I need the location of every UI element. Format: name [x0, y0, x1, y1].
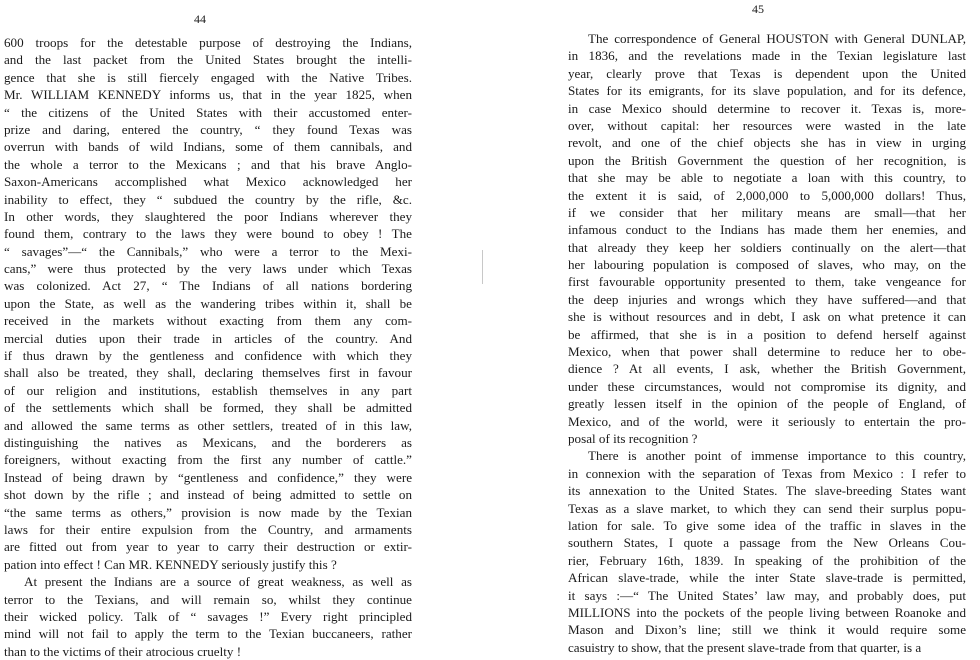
text-line: In other words, they slaughtered the poor Indians wherever they [4, 208, 412, 224]
text-line: of our religion and institutions, establish themselves in any part [4, 382, 412, 398]
text-line: posal of its recognition ? [568, 430, 698, 446]
text-line: if we consider that her military means are small—that her [568, 204, 966, 220]
text-line: African slave-trade, while the inter State slave-trade is permitted, [568, 570, 966, 586]
text-line: the deep injuries and wrongs which they have suffered—and that [568, 291, 966, 307]
text-line: dience ? At all events, I ask, whether the British Government, [568, 361, 966, 377]
text-line: of the settlements which shall be formed, they shall be admitted [4, 400, 412, 416]
text-line: their wicked policy. Talk of “ savages !” Every right principled [4, 608, 412, 624]
text-line: was colonized. Act 27, “ The Indians of all nations bordering [4, 278, 412, 294]
text-line: Mexico, when that power shall determine to reduce her to obe- [568, 344, 966, 360]
text-line: MILLIONS into the pockets of the people living between Roanoke and [568, 604, 966, 620]
text-line: infamous conduct to the Indians has made them her enemies, and [568, 222, 966, 238]
text-line: distinguishing the natives as Mexicans, and the borderers as [4, 434, 412, 450]
text-line: revolt, and one of the chief objects she has in view in urging [568, 135, 966, 151]
page-number: 45 [752, 2, 764, 16]
text-line: Texas as a slave market, to which they can send their surplus popu- [568, 500, 966, 516]
text-line: received in the markets without exacting from them any com- [4, 313, 412, 329]
text-line: Instead of being drawn by “gentleness and confidence,” they were [4, 469, 412, 485]
text-line: she is without resources and in debt, I ask on what pretence it can [568, 309, 966, 325]
text-line: Mr. WILLIAM KENNEDY informs us, that in the year 1825, when [4, 87, 412, 103]
text-line: if thus drawn by the gentleness and confidence with which they [4, 348, 412, 364]
text-line: year, clearly prove that Texas is dependent upon the United [568, 65, 966, 81]
text-line: laws for their entire expulsion from the Country, and armaments [4, 521, 412, 537]
text-line: be affirmed, that she is in a position to defend herself against [568, 326, 966, 342]
text-line: gence that she is still fiercely engaged with the Native Tribes. [4, 69, 412, 85]
text-line: its annexation to the United States. The slave-breeding States want [568, 483, 966, 499]
text-line: “ the citizens of the United States with their accustomed enter- [4, 104, 412, 120]
text-line: greatly lessen itself in the opinion of the people of England, of [568, 396, 966, 412]
page-body [0, 34, 412, 660]
text-line: mercial duties upon their trade in articles of the country. And [4, 330, 412, 346]
text-line: lation for sale. To give some idea of the traffic in slaves in the [568, 517, 966, 533]
text-line: At present the Indians are a source of great weakness, as well as [24, 574, 412, 590]
text-line: are fitted out from year to year to carry their destruction or extir- [4, 539, 412, 555]
text-line: the extent it is said, of 2,000,000 to 5,000,000 dollars! Thus, [568, 187, 966, 203]
text-line: first favourable opportunity presented to them, take vengeance for [568, 274, 966, 290]
text-line: upon the British Government the question of her recognition, is [568, 152, 966, 168]
text-line: terror to the Texians, and will remain so, whilst they continue [4, 591, 412, 607]
text-line: over, without capital: her resources were wasted in the late [568, 117, 966, 133]
text-line: that already they keep her soldiers continually on the alert—that [568, 239, 966, 255]
text-line: shall also be treated, they shall, declaring themselves first in favour [4, 365, 412, 381]
text-line: Saxon-Americans accomplished what Mexico acknowledged her [4, 174, 412, 190]
text-line: States for its emigrants, for its slave population, and for its defence, [568, 83, 966, 99]
text-line: inability to effect, they “ subdued the country by the rifle, &c. [4, 191, 412, 207]
text-line: cans,” were thus protected by the very laws under which Texas [4, 261, 412, 277]
page-number: 44 [194, 12, 206, 26]
text-line: than to the victims of their atrocious cruelty ! [4, 643, 242, 659]
text-line: There is another point of immense importance to this country, [588, 448, 966, 464]
text-line: “the same terms as others,” provision is now made by the Texian [4, 504, 412, 520]
book-gutter-mark [482, 250, 483, 284]
text-line: found them, contrary to the laws they were bound to obey ! The [4, 226, 412, 242]
text-line: southern States, I quote a passage from the New Orleans Cou- [568, 535, 966, 551]
text-line: in case Mexico should determine to recover it. Texas is, more- [568, 100, 966, 116]
text-line: overrun with bands of wild Indians, some of them cannibals, and [4, 139, 412, 155]
text-line: prize and daring, entered the country, “ they found Texas was [4, 121, 412, 137]
text-line: and allowed the same terms as other settlers, treated of in this law, [4, 417, 412, 433]
text-line: mind will not fail to apply the term to the Texian buccaneers, rather [4, 626, 412, 642]
text-line: in 1836, and the revelations made in the Texian legislature last [568, 48, 966, 64]
text-line: rier, February 16th, 1839. In speaking of the prohibition of the [568, 552, 966, 568]
text-line: her labouring population is composed of slaves, who may, on the [568, 257, 966, 273]
right-page [560, 0, 980, 655]
text-line: under these circumstances, would not compromise its dignity, and [568, 378, 966, 394]
text-line: The correspondence of General HOUSTON with General DUNLAP, [588, 31, 966, 46]
text-line: foreigners, without exacting from the first any number of cattle.” [4, 452, 412, 468]
page-body [560, 30, 966, 656]
text-line: pation into effect ! Can MR. KENNEDY seriously justify this ? [4, 556, 337, 572]
text-line: Mason and Dixon’s line; still we think it would require some [568, 622, 966, 638]
text-line: that she may be able to negotiate a loan with this country, to [568, 170, 966, 186]
text-line: shot down by the rifle ; and instead of being admitted to settle on [4, 487, 412, 503]
text-line: casuistry to show, that the present slave-trade from that quarter, is a [568, 639, 922, 655]
text-line: “ savages”—“ the Cannibals,” who were a terror to the Mexi- [4, 243, 412, 259]
text-line: and the last packet from the United States brought the intelli- [4, 52, 412, 68]
text-line: Mexico, and of the world, were it seriously to entertain the pro- [568, 413, 966, 429]
left-page [0, 0, 420, 659]
text-line: in connexion with the separation of Texas from Mexico : I refer to [568, 465, 966, 481]
text-line: the whole a terror to the Mexicans ; and that his brave Anglo- [4, 156, 412, 172]
text-line: it says :—“ The United States’ law may, and probably does, put [568, 587, 966, 603]
text-line: upon the State, as well as the wandering tribes within it, shall be [4, 295, 412, 311]
text-line: 600 troops for the detestable purpose of destroying the Indians, [4, 35, 412, 50]
